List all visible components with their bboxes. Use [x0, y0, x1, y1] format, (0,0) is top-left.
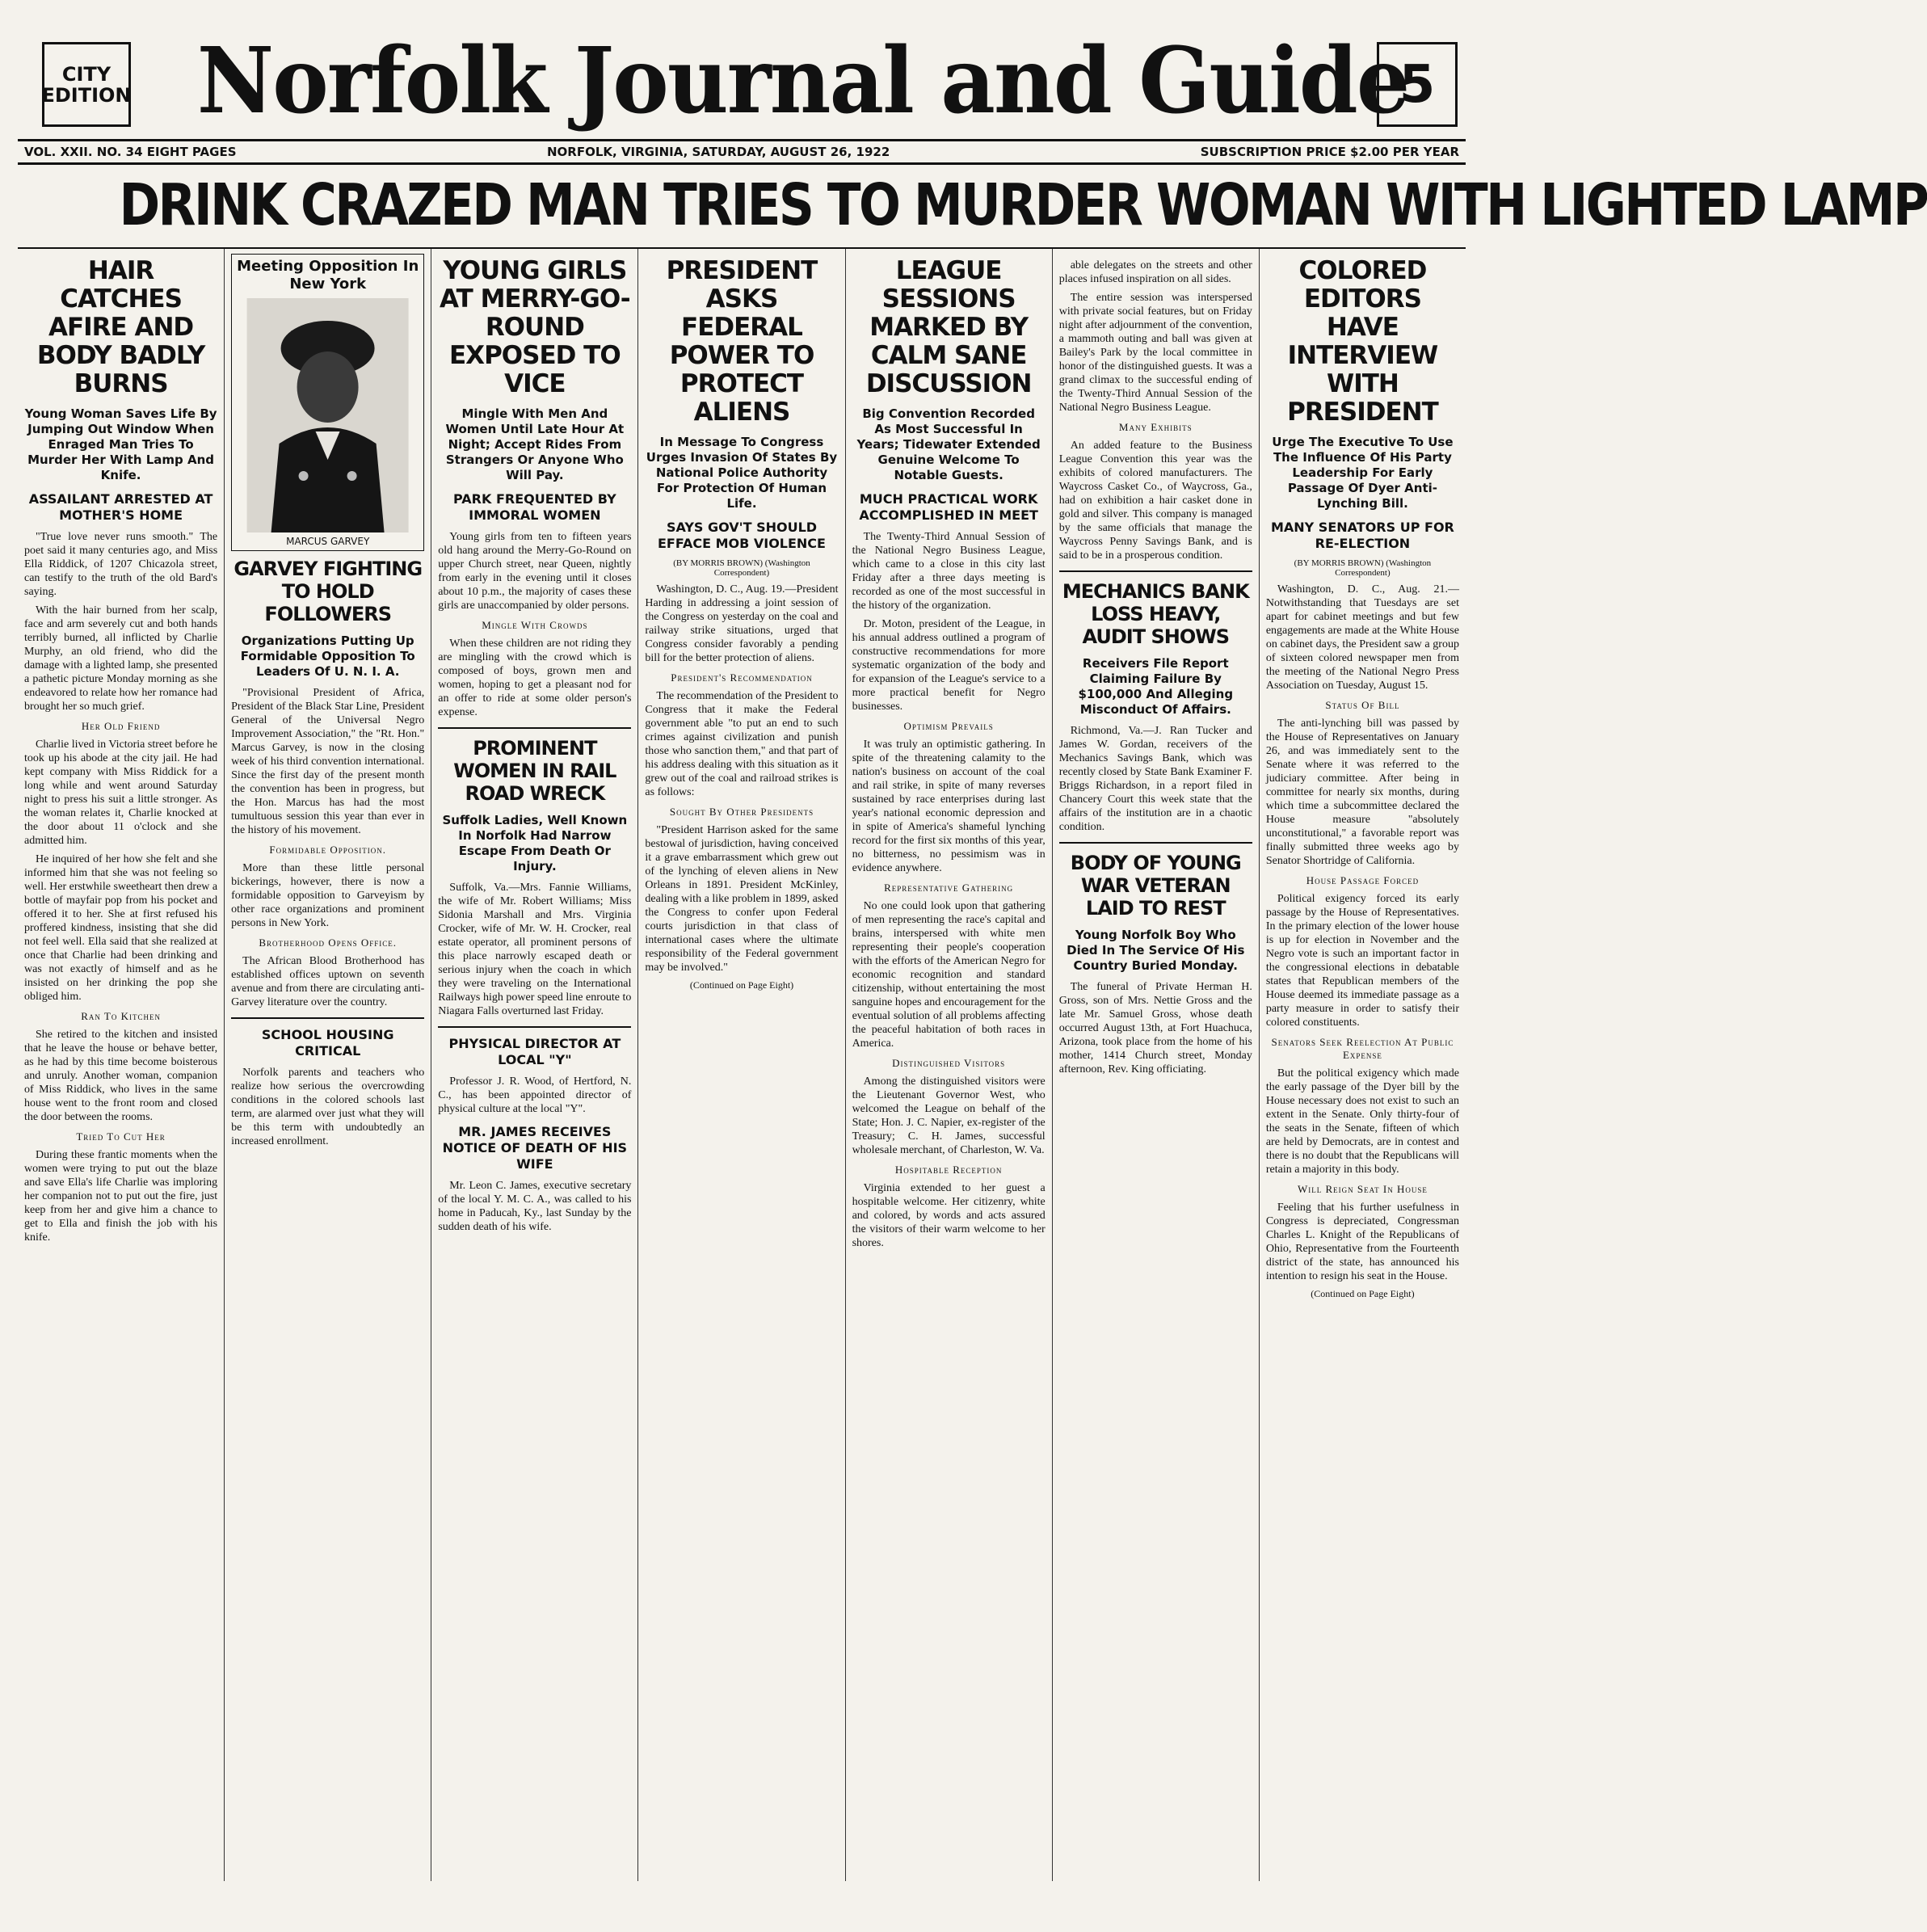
sidehead: Brotherhood Opens Office. — [259, 937, 398, 949]
masthead — [18, 15, 1466, 136]
paragraph: Washington, D. C., Aug. 21.—Notwithstanding that Tuesdays are set apart for cabinet meetings and but few engagements are made at the White House on cabinet days, the President saw a group of sixteen colored newspaper men from the meeting of the National Negro Press Association on Tuesday, August 15. — [1265, 583, 1459, 692]
paragraph: Norfolk parents and teachers who realize how serious the overcrowding conditions in the colored schools last term, are alarmed over just what they will be this term with undoubtedly an increased enrollment. — [231, 1067, 425, 1147]
subhead: MANY SENATORS UP FOR RE-ELECTION — [1270, 520, 1454, 551]
edition-number-ear: 5 — [1377, 42, 1458, 127]
sidehead: Ran To Kitchen — [81, 1010, 161, 1022]
headline-mr-james: MR. JAMES RECEIVES NOTICE OF DEATH OF HIS WIFE — [442, 1124, 628, 1172]
headline-physical-director: PHYSICAL DIRECTOR AT LOCAL "Y" — [448, 1036, 621, 1067]
sidehead: Formidable Opposition. — [269, 844, 387, 856]
volume-info: VOL. XXII. NO. 34 EIGHT PAGES — [24, 145, 237, 159]
divider — [438, 727, 631, 729]
paragraph: Virginia extended to her guest a hospitable welcome. Her citizenry, white and colored, by words and acts assured the visitors of their warm welcome to her shores. — [852, 1182, 1046, 1249]
sidehead: House Passage Forced — [1306, 874, 1420, 886]
paragraph: Suffolk, Va.—Mrs. Fannie Williams, the wife of Mr. Robert Williams; Miss Sidonia Marshall and Mrs. Virginia Crocker, wife of Mr. W. H. Crocker, real estate operator, all prominent persons of this place narrowly escaped death or serious injury when the coach in which they were traveling on the International Railways high power speed line enroute to Niagara Falls overturned last Friday. — [438, 882, 632, 1017]
deck: Mingle With Men And Women Until Late Hour At Night; Accept Rides From Strangers Or Anyone Who Will Pay. — [445, 406, 625, 482]
photo-caption: MARCUS GARVEY — [286, 536, 370, 547]
deck: Urge The Executive To Use The Influence Of His Party Leadership For Early Passage Of Dyer Anti-Lynching Bill. — [1272, 435, 1454, 511]
paragraph: Feeling that his further usefulness in Congress is depreciated, Congressman Charles L. Knight of the Republicans of Ohio, Representative from the Fourteenth district of the state, has announced his intention to resign his seat in the House. — [1265, 1202, 1459, 1282]
deck: Young Woman Saves Life By Jumping Out Window When Enraged Man Tries To Murder Her With Lamp And Knife. — [24, 406, 217, 482]
sidehead: Mingle With Crowds — [482, 619, 588, 631]
deck: In Message To Congress Urges Invasion Of States By National Police Authority For Protection Of Human Life. — [646, 435, 838, 511]
sidehead: Tried To Cut Her — [76, 1130, 166, 1143]
headline-school-housing: SCHOOL HOUSING CRITICAL — [261, 1027, 394, 1059]
place-date: NORFOLK, VIRGINIA, SATURDAY, AUGUST 26, 1922 — [546, 145, 890, 159]
column-7 — [1260, 249, 1466, 1881]
continued-note: (Continued on Page Eight) — [689, 979, 794, 991]
photo-box — [231, 254, 424, 551]
paragraph: Washington, D. C., Aug. 19.—President Harding in addressing a joint session of the Congress on yesterday on the coal and railway strike situations, urged that Congress consider favorably a pending bill for the better protection of aliens. — [645, 583, 839, 664]
column-3 — [431, 249, 638, 1881]
paragraph: But the political exigency which made the early passage of the Dyer bill by the House necessary does not exist to such an extent in the Senate. Only thirty-four of the seats in the Senate, fifteen of which are held by Democrats, are in contest and there is no doubt that the Republicans will retain a majority in this body. — [1265, 1067, 1459, 1176]
paragraph: The African Blood Brotherhood has established offices uptown on seventh avenue and from there are circulating anti-Garvey literature over the country. — [231, 955, 425, 1008]
sidehead: Distinguished Visitors — [892, 1057, 1006, 1069]
subhead: PARK FREQUENTED BY IMMORAL WOMEN — [453, 491, 616, 523]
subscription-price: SUBSCRIPTION PRICE $2.00 PER YEAR — [1200, 145, 1459, 159]
paragraph: It was truly an optimistic gathering. In spite of the threatening calamity to the nation's business on account of the coal and rail strike, in spite of many reverses sustained by race enterprises during last year's national economic depression and in spite of America's shameful lynching record for the first six months of this year, no bitterness, no pessimism was in evidence anywhere. — [852, 739, 1046, 874]
byline: (BY MORRIS BROWN) (Washington Correspondent) — [673, 558, 810, 578]
paragraph: She retired to the kitchen and insisted that he leave the house or behave better, as he had by this time become boisterous and unruly. Another woman, companion of Miss Riddick, who lives in the same house went to the front room and closed the door between the rooms. — [24, 1029, 218, 1123]
paragraph: "Provisional President of Africa, President of the Black Star Line, President General of the Universal Negro Improvement Association," the "Rt. Hon." Marcus Garvey, is now in the closing week of his third convention international. Since the first day of the present month the convention has been in progress, but the Hon. Marcus has had the most tumultuous session this year than ever in the history of his movement. — [231, 687, 425, 836]
sidehead: Many Exhibits — [1118, 421, 1193, 433]
divider — [1059, 842, 1252, 844]
sidehead: Representative Gathering — [884, 882, 1014, 894]
sidehead: President's Recommendation — [671, 671, 813, 684]
continued-note: (Continued on Page Eight) — [1311, 1288, 1415, 1299]
paragraph: Professor J. R. Wood, of Hertford, N. C., has been appointed director of physical culture at the local "Y". — [438, 1075, 632, 1115]
paragraph: The recommendation of the President to Congress that it make the Federal government able "to put an end to such crimes against civilization and punish those who sanction them," and that part of his address dealing with this situation as it grew out of the coal and railroad strikes is as follows: — [645, 690, 839, 798]
paragraph: Young girls from ten to fifteen years old hang around the Merry-Go-Round on upper Church street, near Queen, nightly from early in the evening until it closes about 10 p.m., the majority of cases these girls are unaccompanied by older persons. — [438, 531, 632, 612]
columns — [18, 247, 1466, 1881]
marcus-garvey-portrait — [235, 298, 420, 532]
headline-hair-catches-afire: HAIR CATCHES AFIRE AND BODY BADLY BURNS — [36, 256, 205, 398]
headline-rail-road-wreck: PROMINENT WOMEN IN RAIL ROAD WRECK — [453, 737, 616, 805]
deck: Organizations Putting Up Formidable Opposition To Leaders Of U. N. I. A. — [240, 633, 415, 679]
paragraph: During these frantic moments when the women were trying to put out the blaze and save Ella's life Charlie was imploring her companion not to put out the fire, just keep from her and give him a chance to get to Ella and finish the job with his knife. — [24, 1149, 218, 1244]
sidehead: Status Of Bill — [1325, 699, 1400, 711]
sidehead: Optimism Prevails — [903, 720, 994, 732]
paragraph: The entire session was interspersed with private social features, but on Friday night after adjournment of the convention, a mammoth outing and ball was given at Bailey's Park by the local committee in honor of the distinguished guests. It was a grand climax to the successful ending of the Twenty-Third Annual Session of the National Negro Business League. — [1058, 292, 1252, 414]
paragraph: Among the distinguished visitors were the Lieutenant Governor West, who welcomed the League on behalf of the State; Hon. J. C. Napier, ex-register of the Treasury; C. H. James, successful wholesale merchant, of Charleston, W. Va. — [852, 1075, 1046, 1156]
photo-title: Meeting Opposition In New York — [237, 258, 419, 293]
headline-garvey: GARVEY FIGHTING TO HOLD FOLLOWERS — [234, 558, 423, 625]
headline-mechanics-bank: MECHANICS BANK LOSS HEAVY, AUDIT SHOWS — [1062, 580, 1249, 648]
paragraph: "President Harrison asked for the same bestowal of jurisdiction, having conceived it a grave embarrassment which grew out of the lynching of eleven aliens in New Orleans in 1891. President McKinley, dealing with a like problem in 1899, asked the Congress to confer upon Federal courts jurisdiction in that class of international cases where the ultimate responsibility of the Federal government may be involved." — [645, 824, 839, 974]
paragraph: He inquired of her how she felt and she informed him that she was not feeling so well. Her erstwhile sweetheart then drew a bottle of mayfair pop from his pocket and offered it to her. She at first refused his proffered kindness, insisting that she did not feel well. Ella said that she realized at once that Charlie had been drinking and was not exactly of himself and as he insisted on her drinking the pop she obliged him. — [24, 853, 218, 1003]
headline-president-asks: PRESIDENT ASKS FEDERAL POWER TO PROTECT ALIENS — [666, 256, 818, 427]
deck: Young Norfolk Boy Who Died In The Service Of His Country Buried Monday. — [1067, 928, 1245, 973]
deck: Receivers File Report Claiming Failure By $100,000 And Alleging Misconduct Of Affairs. — [1078, 656, 1234, 717]
sidehead: Will Reign Seat In House — [1297, 1183, 1428, 1195]
paragraph: The Twenty-Third Annual Session of the National Negro Business League, which came to a close in this city last Friday after a three days meeting is recorded as one of the most successful in the history of the organization. — [852, 531, 1046, 612]
paragraph: An added feature to the Business League Convention this year was the exhibits of colored manufacturers. The Waycross Casket Co., of Waycross, Ga., had on exhibition a hair casket done in gold and silver. This company is managed by the same officials that manage the Waycross Penny Savings Bank, and is said to be in a prosperous condition. — [1058, 440, 1252, 562]
paragraph: When these children are not riding they are mingling with the crowd which is composed of boys, grown men and women, hoping to get a pleasant nod for an offer to ride at some older person's expense. — [438, 638, 632, 718]
divider — [1059, 570, 1252, 572]
paragraph: Mr. Leon C. James, executive secretary of the local Y. M. C. A., was called to his home in Paducah, Ky., last Sunday by the sudden death of his wife. — [438, 1180, 632, 1233]
deck: Big Convention Recorded As Most Successful In Years; Tidewater Extended Genuine Welcome To Notable Guests. — [856, 406, 1041, 482]
subhead: SAYS GOV'T SHOULD EFFACE MOB VIOLENCE — [657, 520, 826, 551]
sidehead: Sought By Other Presidents — [669, 806, 814, 818]
column-6 — [1053, 249, 1260, 1881]
column-1 — [18, 249, 225, 1881]
paragraph: More than these little personal bickerings, however, there is now a formidable opposition to Garveyism by other race organizations and prominent persons in New York. — [231, 862, 425, 929]
paragraph: The funeral of Private Herman H. Gross, son of Mrs. Nettie Gross and the late Mr. Samuel Gross, whose death occurred August 13th, at Fort Huachuca, Arizona, took place from the home of his mother, 1414 Church street, Monday afternoon, Rev. King officiating. — [1058, 981, 1252, 1075]
divider — [231, 1017, 424, 1019]
subhead: MUCH PRACTICAL WORK ACCOMPLISHED IN MEET — [859, 491, 1038, 523]
paragraph: "True love never runs smooth." The poet said it many centuries ago, and Miss Ella Riddick, of 1207 Chicazola street, can testify to the truth of the old Bard's saying. — [24, 531, 218, 598]
paragraph: Charlie lived in Victoria street before he took up his abode at the city jail. He had kept company with Miss Riddick for a long while and went around Saturday night to press his suit a little stronger. As the woman relates it, Charlie knocked at the door about 11 o'clock and she admitted him. — [24, 739, 218, 847]
headline-league-sessions: LEAGUE SESSIONS MARKED BY CALM SANE DISCUSSION — [865, 256, 1032, 398]
paragraph: Dr. Moton, president of the League, in his annual address outlined a program of constructive recommendations for more systematic organization of the body and for expansion of the League's service to a more practical benefit for Negro businesses. — [852, 618, 1046, 713]
headline-colored-editors: COLORED EDITORS HAVE INTERVIEW WITH PRESIDENT — [1287, 256, 1438, 427]
city-edition-ear: CITY EDITION — [42, 42, 131, 127]
sidehead: Senators Seek Reelection At Public Expense — [1271, 1036, 1454, 1061]
sidehead: Hospitable Reception — [894, 1164, 1003, 1176]
subhead: ASSAILANT ARRESTED AT MOTHER'S HOME — [28, 491, 213, 523]
paragraph: No one could look upon that gathering of men representing the race's capital and brains, interspersed with white men representing their people's cooperation with the efforts of the American Negro for economic recognition and standard citizenship, without entertaining the most sanguine hopes and encouragement for the eventual solution of all problems affecting the peaceful habitation of both races in America. — [852, 900, 1046, 1050]
nameplate: Norfolk Journal and Guide — [196, 28, 1409, 134]
headline-young-girls: YOUNG GIRLS AT MERRY-GO-ROUND EXPOSED TO VICE — [440, 256, 630, 398]
paragraph: Richmond, Va.—J. Ran Tucker and James W. Gordan, receivers of the Mechanics Savings Bank, which was recently closed by State Bank Examiner F. Briggs Richardson, in a report filed in Chancery Court this week state that the affairs of the institution are in a chaotic condition. — [1058, 725, 1252, 833]
sidehead: Her Old Friend — [81, 720, 161, 732]
column-5 — [846, 249, 1053, 1881]
dateline — [18, 139, 1466, 165]
paragraph: The anti-lynching bill was passed by the House of Representatives on January 26, and was immediately sent to the Senate where it was referred to the judiciary committee. After being in committee for nearly six months, during which time a subcommittee declared the House measure "absolutely unconstitutional," a favorable report was finally submitted three weeks ago by Senator Shortridge of California. — [1265, 718, 1459, 867]
paragraph: able delegates on the streets and other places infused inspiration on all sides. — [1058, 259, 1252, 285]
byline: (BY MORRIS BROWN) (Washington Correspondent) — [1294, 558, 1432, 578]
paragraph: With the hair burned from her scalp, face and arm severely cut and both hands terribly burned, all inflicted by Charlie Murphy, an old friend, who did the damage with a lighted lamp, she presented a pathetic picture Monday morning as she endeavored to relate how her romance had brought her so much grief. — [24, 604, 218, 713]
column-4 — [638, 249, 845, 1881]
divider — [438, 1026, 631, 1028]
paragraph: Political exigency forced its early passage by the House of Representatives. In the primary election of the lower house is up for election in November and the Negro vote is such an important factor in the congressional elections in debatable states that Republican members of the House deemed its immediate passage as a party measure in order to satisfy their colored constituents. — [1265, 893, 1459, 1029]
column-2 — [225, 249, 431, 1881]
headline-war-veteran: BODY OF YOUNG WAR VETERAN LAID TO REST — [1070, 852, 1241, 920]
banner-headline: DRINK CRAZED MAN TRIES TO MURDER WOMAN WITH LIGHTED LAMP — [119, 171, 1927, 238]
deck: Suffolk Ladies, Well Known In Norfolk Had Narrow Escape From Death Or Injury. — [442, 813, 628, 873]
